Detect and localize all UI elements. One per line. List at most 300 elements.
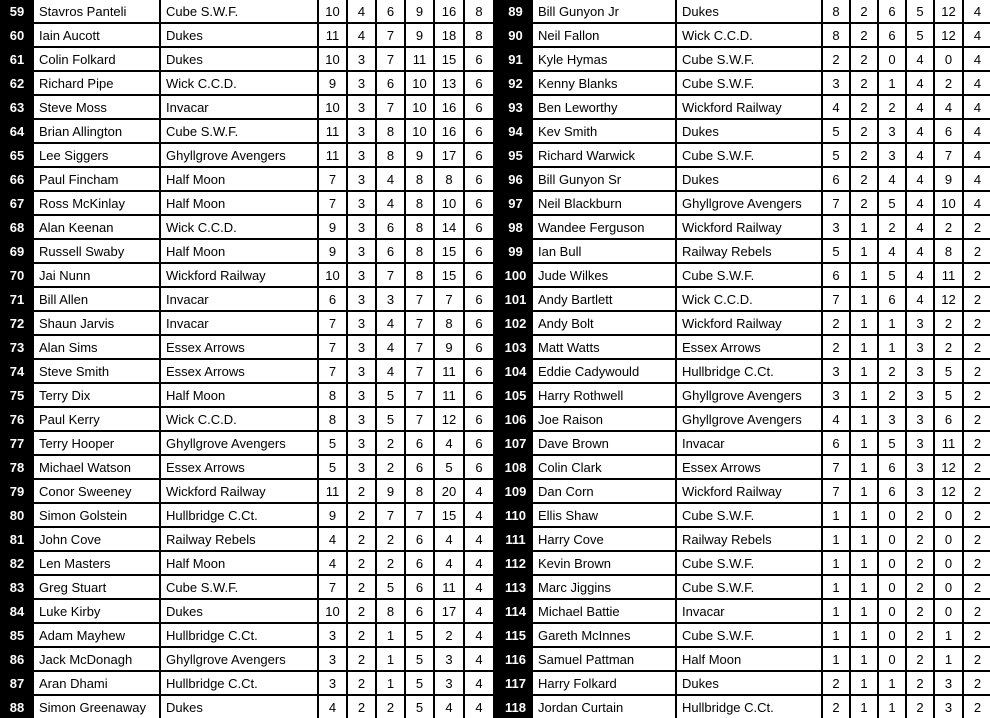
- player-name-cell: Paul Fincham: [33, 167, 160, 191]
- team-name-cell: Half Moon: [160, 239, 318, 263]
- stat-cell: 1: [850, 695, 878, 718]
- stat-cell: 6: [376, 0, 405, 23]
- player-name-cell: Jack McDonagh: [33, 647, 160, 671]
- stat-cell: 2: [906, 527, 934, 551]
- stat-cell: 2: [963, 575, 990, 599]
- stat-cell: 7: [405, 335, 434, 359]
- stat-cell: 10: [934, 191, 963, 215]
- rank-cell: 62: [1, 71, 33, 95]
- team-name-cell: Railway Rebels: [676, 239, 822, 263]
- rank-cell: 112: [499, 551, 532, 575]
- stat-cell: 0: [934, 551, 963, 575]
- player-name-cell: Andy Bartlett: [532, 287, 676, 311]
- stat-cell: 8: [464, 0, 494, 23]
- stat-cell: 3: [934, 695, 963, 718]
- player-name-cell: Shaun Jarvis: [33, 311, 160, 335]
- stat-cell: 5: [878, 431, 906, 455]
- table-row: [1, 479, 494, 503]
- stat-cell: 3: [347, 71, 376, 95]
- stat-cell: 6: [405, 575, 434, 599]
- rank-cell: 66: [1, 167, 33, 191]
- stat-cell: 7: [822, 479, 850, 503]
- rank-cell: 73: [1, 335, 33, 359]
- stat-cell: 6: [822, 431, 850, 455]
- stat-cell: 3: [347, 191, 376, 215]
- player-name-cell: Eddie Cadywould: [532, 359, 676, 383]
- stat-cell: 2: [376, 695, 405, 718]
- player-name-cell: Terry Dix: [33, 383, 160, 407]
- stat-cell: 8: [434, 311, 464, 335]
- table-row: [499, 359, 990, 383]
- player-name-cell: Colin Clark: [532, 455, 676, 479]
- stat-cell: 7: [376, 95, 405, 119]
- stat-cell: 5: [934, 359, 963, 383]
- stat-cell: 1: [850, 407, 878, 431]
- stat-cell: 4: [434, 431, 464, 455]
- stat-cell: 4: [906, 71, 934, 95]
- rank-cell: 64: [1, 119, 33, 143]
- stat-cell: 8: [822, 23, 850, 47]
- table-row: [1, 287, 494, 311]
- team-name-cell: Half Moon: [160, 383, 318, 407]
- table-row: [1, 503, 494, 527]
- stat-cell: 2: [376, 431, 405, 455]
- stat-cell: 6: [464, 335, 494, 359]
- team-name-cell: Half Moon: [676, 647, 822, 671]
- stat-cell: 11: [434, 383, 464, 407]
- stat-cell: 4: [963, 167, 990, 191]
- team-name-cell: Wickford Railway: [676, 479, 822, 503]
- rank-cell: 98: [499, 215, 532, 239]
- stat-cell: 1: [850, 551, 878, 575]
- table-row: [499, 671, 990, 695]
- rank-cell: 76: [1, 407, 33, 431]
- table-row: [1, 167, 494, 191]
- stat-cell: 6: [878, 0, 906, 23]
- team-name-cell: Dukes: [676, 119, 822, 143]
- stat-cell: 1: [822, 527, 850, 551]
- stat-cell: 8: [405, 263, 434, 287]
- stat-cell: 5: [434, 455, 464, 479]
- team-name-cell: Hullbridge C.Ct.: [676, 359, 822, 383]
- stat-cell: 4: [434, 695, 464, 718]
- standings-table-right-body: [499, 0, 990, 718]
- team-name-cell: Dukes: [676, 167, 822, 191]
- stat-cell: 2: [878, 359, 906, 383]
- team-name-cell: Invacar: [160, 311, 318, 335]
- stat-cell: 2: [376, 455, 405, 479]
- table-row: [499, 215, 990, 239]
- stat-cell: 7: [318, 191, 347, 215]
- player-name-cell: Luke Kirby: [33, 599, 160, 623]
- rank-cell: 95: [499, 143, 532, 167]
- stat-cell: 2: [822, 311, 850, 335]
- stat-cell: 4: [906, 287, 934, 311]
- stat-cell: 1: [850, 503, 878, 527]
- table-row: [1, 455, 494, 479]
- table-row: [1, 239, 494, 263]
- stat-cell: 2: [963, 479, 990, 503]
- stat-cell: 4: [434, 527, 464, 551]
- stat-cell: 7: [934, 143, 963, 167]
- team-name-cell: Wick C.C.D.: [676, 287, 822, 311]
- stat-cell: 9: [318, 239, 347, 263]
- table-row: [499, 527, 990, 551]
- stat-cell: 11: [405, 47, 434, 71]
- stat-cell: 7: [318, 311, 347, 335]
- stat-cell: 6: [822, 167, 850, 191]
- rank-cell: 72: [1, 311, 33, 335]
- stat-cell: 2: [906, 575, 934, 599]
- stat-cell: 7: [405, 287, 434, 311]
- team-name-cell: Wickford Railway: [160, 263, 318, 287]
- stat-cell: 1: [822, 647, 850, 671]
- rank-cell: 113: [499, 575, 532, 599]
- stat-cell: 6: [464, 95, 494, 119]
- stat-cell: 2: [822, 335, 850, 359]
- table-row: [499, 407, 990, 431]
- player-name-cell: Brian Allington: [33, 119, 160, 143]
- rank-cell: 107: [499, 431, 532, 455]
- stat-cell: 4: [464, 623, 494, 647]
- table-row: [499, 71, 990, 95]
- stat-cell: 4: [822, 407, 850, 431]
- stat-cell: 3: [347, 47, 376, 71]
- stat-cell: 3: [347, 455, 376, 479]
- rank-cell: 87: [1, 671, 33, 695]
- team-name-cell: Essex Arrows: [160, 335, 318, 359]
- stat-cell: 16: [434, 0, 464, 23]
- stat-cell: 4: [376, 167, 405, 191]
- stat-cell: 1: [850, 215, 878, 239]
- stat-cell: 4: [464, 575, 494, 599]
- team-name-cell: Cube S.W.F.: [160, 0, 318, 23]
- team-name-cell: Hullbridge C.Ct.: [160, 503, 318, 527]
- team-name-cell: Cube S.W.F.: [676, 503, 822, 527]
- stat-cell: 8: [405, 479, 434, 503]
- stat-cell: 2: [347, 527, 376, 551]
- table-row: [499, 191, 990, 215]
- stat-cell: 2: [850, 23, 878, 47]
- rank-cell: 115: [499, 623, 532, 647]
- stat-cell: 4: [963, 47, 990, 71]
- stat-cell: 10: [405, 119, 434, 143]
- rank-cell: 103: [499, 335, 532, 359]
- team-name-cell: Dukes: [160, 695, 318, 718]
- rank-cell: 68: [1, 215, 33, 239]
- player-name-cell: Jai Nunn: [33, 263, 160, 287]
- stat-cell: 1: [850, 455, 878, 479]
- stat-cell: 2: [963, 623, 990, 647]
- table-row: [1, 695, 494, 718]
- stat-cell: 3: [347, 311, 376, 335]
- stat-cell: 6: [822, 263, 850, 287]
- team-name-cell: Hullbridge C.Ct.: [160, 671, 318, 695]
- stat-cell: 8: [405, 239, 434, 263]
- player-name-cell: Richard Pipe: [33, 71, 160, 95]
- table-row: [1, 431, 494, 455]
- stat-cell: 2: [850, 0, 878, 23]
- table-row: [1, 359, 494, 383]
- player-name-cell: Lee Siggers: [33, 143, 160, 167]
- stat-cell: 2: [347, 647, 376, 671]
- table-row: [499, 119, 990, 143]
- player-name-cell: Stavros Panteli: [33, 0, 160, 23]
- stat-cell: 5: [318, 431, 347, 455]
- stat-cell: 7: [376, 263, 405, 287]
- player-name-cell: Andy Bolt: [532, 311, 676, 335]
- rank-cell: 94: [499, 119, 532, 143]
- stat-cell: 2: [850, 143, 878, 167]
- team-name-cell: Cube S.W.F.: [676, 263, 822, 287]
- stat-cell: 4: [376, 359, 405, 383]
- stat-cell: 2: [906, 623, 934, 647]
- stat-cell: 12: [434, 407, 464, 431]
- stat-cell: 3: [878, 119, 906, 143]
- player-name-cell: Ellis Shaw: [532, 503, 676, 527]
- rank-cell: 83: [1, 575, 33, 599]
- stat-cell: 1: [850, 383, 878, 407]
- rank-cell: 106: [499, 407, 532, 431]
- stat-cell: 5: [376, 383, 405, 407]
- stat-cell: 11: [934, 263, 963, 287]
- stat-cell: 3: [318, 623, 347, 647]
- stat-cell: 15: [434, 47, 464, 71]
- stat-cell: 3: [906, 359, 934, 383]
- stat-cell: 4: [318, 695, 347, 718]
- stat-cell: 1: [850, 311, 878, 335]
- player-name-cell: Aran Dhami: [33, 671, 160, 695]
- stat-cell: 2: [963, 599, 990, 623]
- stat-cell: 10: [318, 95, 347, 119]
- stat-cell: 13: [434, 71, 464, 95]
- stat-cell: 4: [376, 335, 405, 359]
- stat-cell: 6: [464, 431, 494, 455]
- stat-cell: 8: [405, 215, 434, 239]
- stat-cell: 2: [822, 695, 850, 718]
- stat-cell: 3: [822, 383, 850, 407]
- stat-cell: 1: [850, 575, 878, 599]
- stat-cell: 3: [347, 383, 376, 407]
- player-name-cell: Simon Golstein: [33, 503, 160, 527]
- table-row: [499, 95, 990, 119]
- rank-cell: 96: [499, 167, 532, 191]
- stat-cell: 3: [906, 479, 934, 503]
- stat-cell: 2: [963, 551, 990, 575]
- team-name-cell: Hullbridge C.Ct.: [676, 695, 822, 718]
- table-row: [1, 551, 494, 575]
- stat-cell: 5: [878, 191, 906, 215]
- stat-cell: 8: [318, 407, 347, 431]
- stat-cell: 1: [850, 239, 878, 263]
- team-name-cell: Cube S.W.F.: [676, 143, 822, 167]
- stat-cell: 10: [318, 263, 347, 287]
- stat-cell: 2: [934, 311, 963, 335]
- stat-cell: 1: [850, 599, 878, 623]
- team-name-cell: Invacar: [160, 287, 318, 311]
- team-name-cell: Wick C.C.D.: [160, 71, 318, 95]
- stat-cell: 2: [934, 335, 963, 359]
- rank-cell: 88: [1, 695, 33, 718]
- player-name-cell: Richard Warwick: [532, 143, 676, 167]
- stat-cell: 9: [405, 23, 434, 47]
- stat-cell: 6: [376, 215, 405, 239]
- stat-cell: 6: [464, 71, 494, 95]
- table-row: [499, 431, 990, 455]
- stat-cell: 1: [376, 671, 405, 695]
- stat-cell: 6: [464, 263, 494, 287]
- rank-cell: 81: [1, 527, 33, 551]
- stat-cell: 7: [376, 503, 405, 527]
- stat-cell: 17: [434, 143, 464, 167]
- stat-cell: 3: [822, 71, 850, 95]
- player-name-cell: Gareth McInnes: [532, 623, 676, 647]
- stat-cell: 2: [963, 503, 990, 527]
- stat-cell: 11: [318, 119, 347, 143]
- rank-cell: 100: [499, 263, 532, 287]
- stat-cell: 10: [434, 191, 464, 215]
- team-name-cell: Essex Arrows: [160, 455, 318, 479]
- stat-cell: 8: [434, 167, 464, 191]
- team-name-cell: Wick C.C.D.: [160, 407, 318, 431]
- table-row: [499, 383, 990, 407]
- rank-cell: 69: [1, 239, 33, 263]
- stat-cell: 5: [822, 239, 850, 263]
- stat-cell: 4: [878, 167, 906, 191]
- stat-cell: 4: [906, 47, 934, 71]
- stat-cell: 0: [878, 527, 906, 551]
- team-name-cell: Wickford Railway: [676, 311, 822, 335]
- stat-cell: 3: [376, 287, 405, 311]
- stat-cell: 0: [934, 527, 963, 551]
- table-row: [1, 599, 494, 623]
- stat-cell: 7: [405, 359, 434, 383]
- stat-cell: 16: [434, 95, 464, 119]
- stat-cell: 15: [434, 239, 464, 263]
- player-name-cell: Wandee Ferguson: [532, 215, 676, 239]
- stat-cell: 6: [934, 407, 963, 431]
- stat-cell: 3: [347, 119, 376, 143]
- stat-cell: 12: [934, 479, 963, 503]
- stat-cell: 1: [850, 335, 878, 359]
- stat-cell: 2: [963, 695, 990, 718]
- stat-cell: 4: [963, 143, 990, 167]
- stat-cell: 9: [934, 167, 963, 191]
- table-row: [499, 335, 990, 359]
- stat-cell: 5: [405, 671, 434, 695]
- table-row: [499, 287, 990, 311]
- rank-cell: 99: [499, 239, 532, 263]
- stat-cell: 3: [347, 335, 376, 359]
- stat-cell: 4: [963, 119, 990, 143]
- stat-cell: 7: [318, 335, 347, 359]
- player-name-cell: Alan Sims: [33, 335, 160, 359]
- player-name-cell: Terry Hooper: [33, 431, 160, 455]
- table-row: [1, 71, 494, 95]
- stat-cell: 4: [464, 599, 494, 623]
- table-row: [1, 575, 494, 599]
- stat-cell: 5: [822, 143, 850, 167]
- stat-cell: 5: [934, 383, 963, 407]
- player-name-cell: Harry Cove: [532, 527, 676, 551]
- stat-cell: 15: [434, 503, 464, 527]
- stat-cell: 1: [850, 431, 878, 455]
- stat-cell: 7: [405, 383, 434, 407]
- table-row: [499, 0, 990, 23]
- stat-cell: 1: [878, 671, 906, 695]
- team-name-cell: Cube S.W.F.: [160, 119, 318, 143]
- stat-cell: 6: [464, 359, 494, 383]
- table-row: [499, 167, 990, 191]
- stat-cell: 10: [318, 599, 347, 623]
- stat-cell: 3: [822, 359, 850, 383]
- stat-cell: 4: [464, 551, 494, 575]
- table-row: [499, 239, 990, 263]
- stat-cell: 5: [405, 647, 434, 671]
- stat-cell: 5: [318, 455, 347, 479]
- stat-cell: 10: [318, 0, 347, 23]
- player-name-cell: Kenny Blanks: [532, 71, 676, 95]
- table-row: [1, 527, 494, 551]
- player-name-cell: Steve Smith: [33, 359, 160, 383]
- stat-cell: 0: [934, 575, 963, 599]
- stat-cell: 2: [963, 407, 990, 431]
- player-name-cell: Marc Jiggins: [532, 575, 676, 599]
- stat-cell: 3: [906, 407, 934, 431]
- rank-cell: 89: [499, 0, 532, 23]
- stat-cell: 20: [434, 479, 464, 503]
- stat-cell: 9: [405, 143, 434, 167]
- rank-cell: 101: [499, 287, 532, 311]
- stat-cell: 6: [464, 191, 494, 215]
- table-row: [499, 599, 990, 623]
- team-name-cell: Invacar: [676, 431, 822, 455]
- team-name-cell: Invacar: [160, 95, 318, 119]
- stat-cell: 6: [464, 287, 494, 311]
- stat-cell: 3: [878, 143, 906, 167]
- stat-cell: 1: [850, 263, 878, 287]
- stat-cell: 7: [405, 503, 434, 527]
- table-row: [499, 503, 990, 527]
- team-name-cell: Half Moon: [160, 551, 318, 575]
- stat-cell: 7: [405, 311, 434, 335]
- table-row: [1, 95, 494, 119]
- stat-cell: 3: [347, 359, 376, 383]
- rank-cell: 79: [1, 479, 33, 503]
- stat-cell: 2: [963, 311, 990, 335]
- stat-cell: 2: [376, 551, 405, 575]
- stat-cell: 0: [878, 623, 906, 647]
- stat-cell: 0: [878, 599, 906, 623]
- team-name-cell: Cube S.W.F.: [676, 551, 822, 575]
- stat-cell: 6: [318, 287, 347, 311]
- table-row: [499, 47, 990, 71]
- stat-cell: 15: [434, 263, 464, 287]
- stat-cell: 3: [347, 215, 376, 239]
- table-row: [499, 551, 990, 575]
- stat-cell: 4: [434, 551, 464, 575]
- table-row: [1, 23, 494, 47]
- stat-cell: 12: [934, 23, 963, 47]
- stat-cell: 1: [850, 647, 878, 671]
- stat-cell: 2: [850, 167, 878, 191]
- stat-cell: 3: [347, 263, 376, 287]
- stat-cell: 2: [434, 623, 464, 647]
- stat-cell: 9: [318, 215, 347, 239]
- team-name-cell: Railway Rebels: [676, 527, 822, 551]
- player-name-cell: Samuel Pattman: [532, 647, 676, 671]
- table-row: [1, 383, 494, 407]
